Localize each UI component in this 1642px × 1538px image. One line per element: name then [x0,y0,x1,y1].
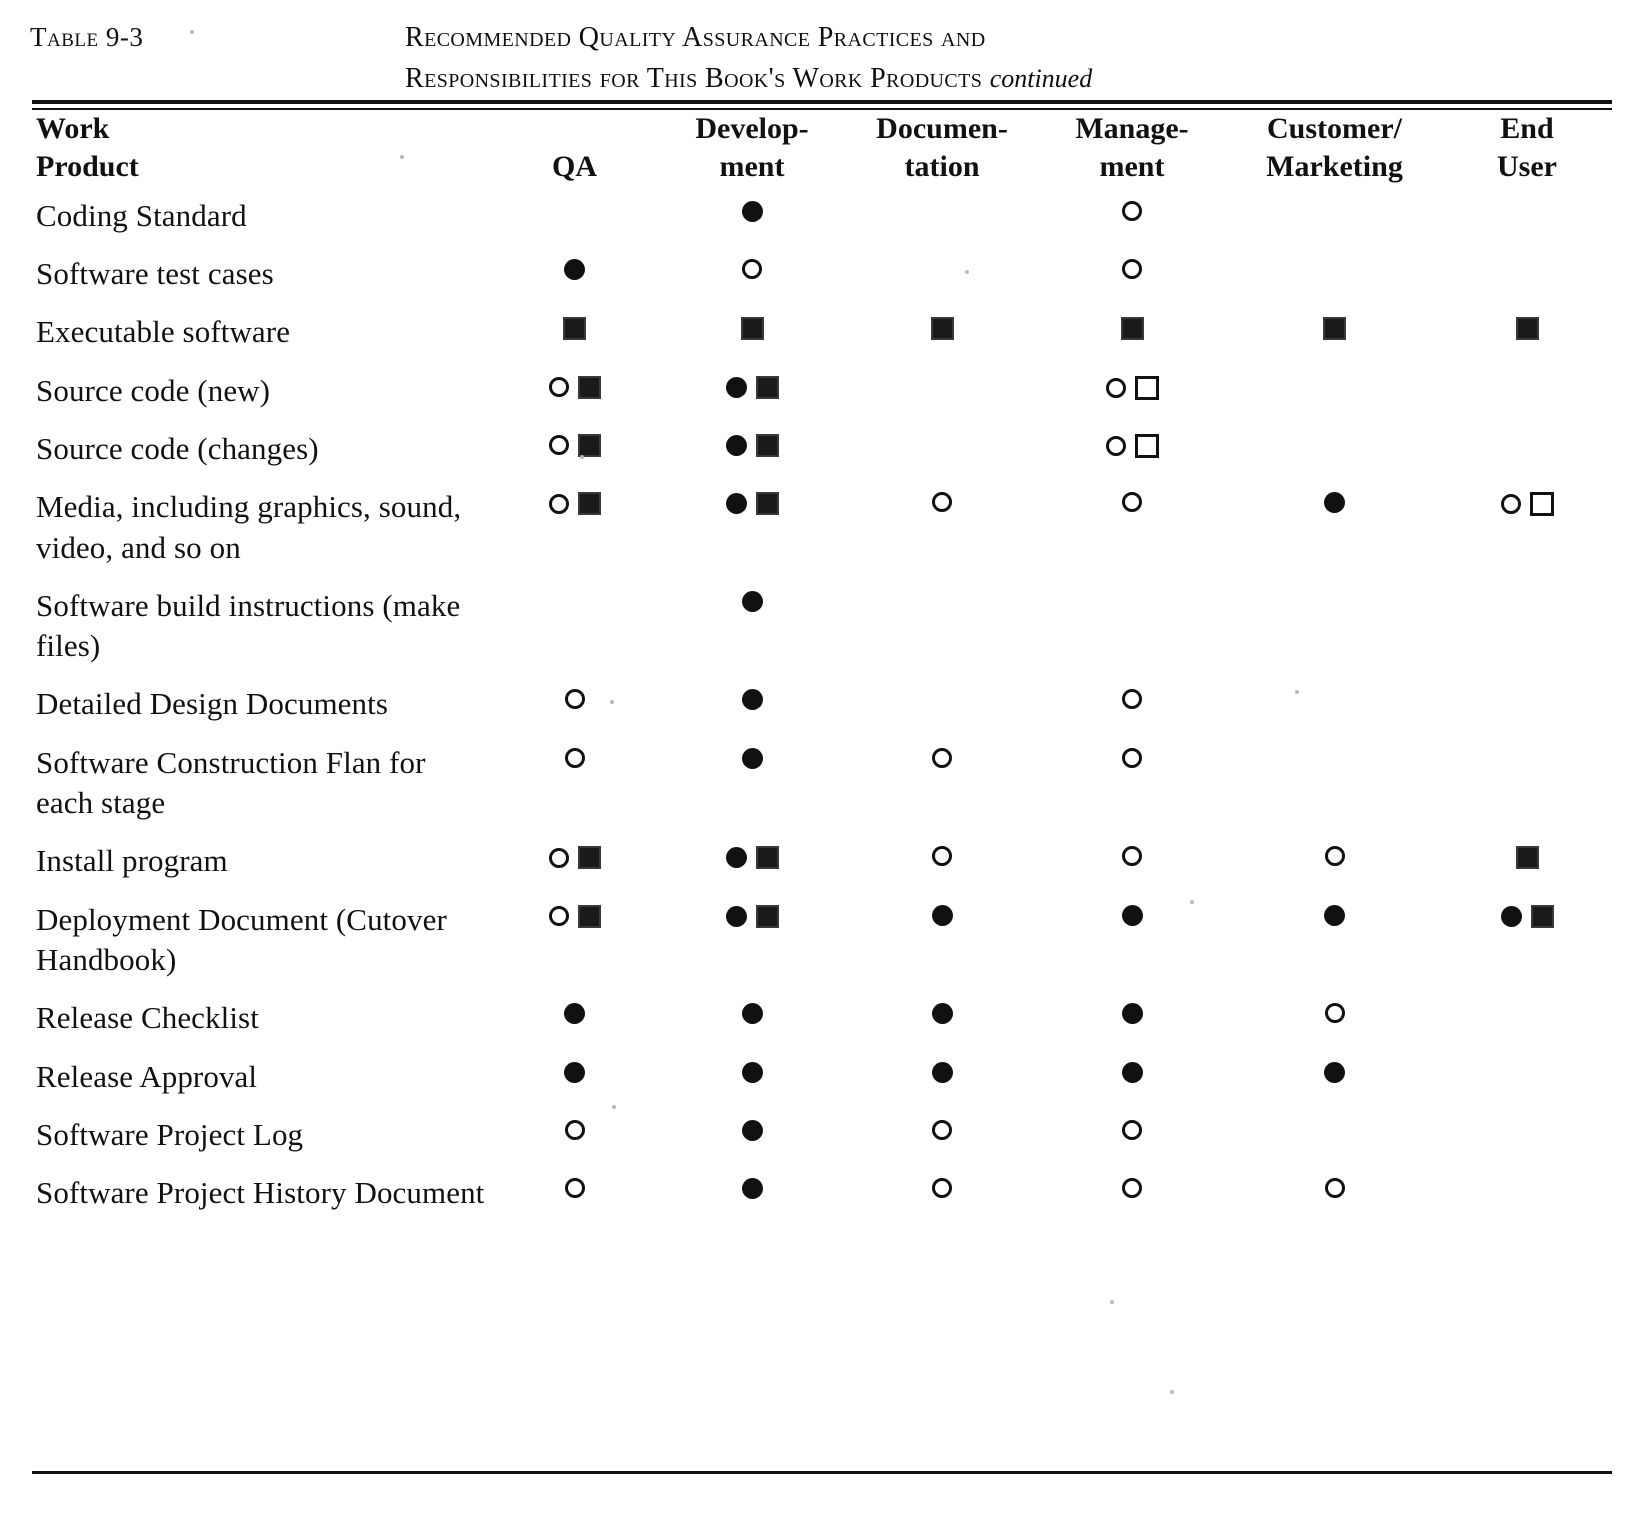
cell-management [1037,675,1227,733]
cell-end-user [1442,362,1612,420]
dot-filled-icon [932,1062,953,1083]
row-label: Deployment Document (Cutover Handbook) [36,901,447,977]
column-header-management-line1: Manage- [1075,112,1189,145]
sq-filled-icon [578,492,601,515]
cell-documentation [847,734,1037,833]
dot-filled-icon [1324,492,1345,513]
cell-management [1037,420,1227,478]
cell-customer-marketing [1227,1106,1442,1164]
cell-customer-marketing [1227,187,1442,245]
column-header-end-user-line2: User [1497,150,1557,184]
sq-filled-icon [578,434,601,457]
dot-filled-icon [1324,1062,1345,1083]
column-header-development-line1: Develop- [695,112,809,145]
cell-end-user [1442,1048,1612,1106]
dot-filled-icon [1122,1003,1143,1024]
table-top-double-rule [32,100,1612,110]
dot-open-icon [1325,846,1345,866]
cell-end-user [1442,245,1612,303]
table-title [405,18,1535,99]
sq-open-icon [1135,434,1159,458]
dot-open-icon [1122,748,1142,768]
cell-development [657,187,847,245]
sq-filled-icon [756,492,779,515]
table-title-continued: continued [989,63,1093,93]
dot-filled-icon [726,377,747,398]
cell-qa [492,1164,657,1222]
cell-customer-marketing [1227,245,1442,303]
cell-customer-marketing [1227,989,1442,1047]
dot-filled-icon [742,201,763,222]
column-header-development [657,110,847,187]
cell-development [657,577,847,676]
dot-filled-icon [742,1062,763,1083]
cell-management [1037,362,1227,420]
cell-development [657,362,847,420]
table-row [32,1164,1612,1222]
cell-end-user [1442,1164,1612,1222]
table-title-block [0,0,1642,96]
row-label: Release Checklist [36,1000,259,1036]
cell-management [1037,989,1227,1047]
cell-management [1037,1048,1227,1106]
dot-open-icon [1106,378,1126,398]
dot-filled-icon [564,1003,585,1024]
dot-filled-icon [742,1120,763,1141]
column-header-management [1037,110,1227,187]
cell-customer-marketing [1227,832,1442,890]
sq-open-icon [1530,492,1554,516]
cell-customer-marketing [1227,1048,1442,1106]
cell-documentation [847,478,1037,577]
dot-open-icon [1325,1003,1345,1023]
dot-open-icon [1106,436,1126,456]
column-header-end-user [1442,110,1612,187]
table-title-line-1: Recommended Quality Assurance Practices and [405,22,986,53]
cell-documentation [847,832,1037,890]
column-header-management-line2: ment [1099,150,1165,184]
column-header-work-product [32,110,492,187]
cell-qa [492,187,657,245]
row-label: Source code (changes) [36,430,319,466]
table-number-label: Table 9-3 [30,22,144,52]
cell-development [657,1164,847,1222]
cell-development [657,1106,847,1164]
cell-end-user [1442,420,1612,478]
row-label: Software test cases [36,256,274,292]
dot-open-icon [1122,846,1142,866]
column-header-qa-line2: QA [552,150,597,184]
cell-management [1037,1106,1227,1164]
cell-customer-marketing [1227,478,1442,577]
cell-customer-marketing [1227,577,1442,676]
cell-management [1037,577,1227,676]
table-row [32,1048,1612,1106]
cell-documentation [847,420,1037,478]
cell-customer-marketing [1227,362,1442,420]
cell-qa [492,734,657,833]
cell-end-user [1442,577,1612,676]
cell-development [657,1048,847,1106]
cell-development [657,891,847,990]
sq-filled-icon [578,905,601,928]
cell-documentation [847,891,1037,990]
cell-customer-marketing [1227,675,1442,733]
table-row [32,478,1612,577]
dot-filled-icon [742,591,763,612]
cell-management [1037,245,1227,303]
table-row [32,420,1612,478]
row-label: Coding Standard [36,197,247,233]
sq-filled-icon [756,376,779,399]
sq-filled-icon [578,376,601,399]
column-header-customer-marketing-line1: Customer/ [1267,112,1402,145]
sq-open-icon [1135,376,1159,400]
table-row [32,891,1612,990]
dot-filled-icon [1122,1062,1143,1083]
cell-qa [492,420,657,478]
dot-open-icon [549,377,569,397]
cell-qa [492,891,657,990]
cell-documentation [847,303,1037,361]
table-bottom-rule [32,1471,1612,1474]
column-header-customer-marketing [1227,110,1442,187]
row-label: Executable software [36,314,291,350]
cell-documentation [847,577,1037,676]
cell-qa [492,989,657,1047]
cell-customer-marketing [1227,891,1442,990]
dot-filled-icon [742,748,763,769]
dot-open-icon [1122,259,1142,279]
cell-development [657,478,847,577]
table-title-line-2-text: Responsibilities for This Book's Work Products [405,62,983,94]
column-header-documentation [847,110,1037,187]
column-header-documentation-line1: Documen- [876,112,1008,145]
sq-filled-icon [741,317,764,340]
sq-filled-icon [563,317,586,340]
sq-filled-icon [1516,317,1539,340]
dot-filled-icon [564,1062,585,1083]
table-row [32,989,1612,1047]
cell-end-user [1442,1106,1612,1164]
row-label: Software Project History Document [36,1175,485,1211]
cell-documentation [847,1048,1037,1106]
table-row [32,362,1612,420]
cell-management [1037,187,1227,245]
dot-open-icon [1325,1178,1345,1198]
cell-qa [492,303,657,361]
column-header-development-line2: ment [719,150,785,184]
sq-filled-icon [756,846,779,869]
dot-filled-icon [742,1003,763,1024]
row-label: Software Project Log [36,1116,304,1152]
cell-management [1037,1164,1227,1222]
sq-filled-icon [1323,317,1346,340]
cell-end-user [1442,832,1612,890]
cell-documentation [847,989,1037,1047]
cell-qa [492,245,657,303]
table-row [32,832,1612,890]
cell-qa [492,478,657,577]
sq-filled-icon [756,905,779,928]
row-label: Source code (new) [36,372,271,408]
table-title-line-2 [405,59,1535,100]
dot-filled-icon [1122,905,1143,926]
row-label: Media, including graphics, sound, video, and so on [36,489,462,565]
cell-end-user [1442,891,1612,990]
dot-filled-icon [726,435,747,456]
dot-filled-icon [726,906,747,927]
table-header-row [32,110,1612,187]
cell-development [657,734,847,833]
dot-open-icon [565,1178,585,1198]
row-label: Install program [36,843,228,879]
column-header-customer-marketing-line2: Marketing [1266,150,1403,184]
dot-open-icon [549,906,569,926]
dot-filled-icon [726,847,747,868]
cell-development [657,420,847,478]
cell-end-user [1442,478,1612,577]
cell-customer-marketing [1227,420,1442,478]
dot-open-icon [1122,492,1142,512]
cell-development [657,245,847,303]
cell-management [1037,303,1227,361]
dot-filled-icon [932,1003,953,1024]
cell-qa [492,577,657,676]
dot-filled-icon [726,493,747,514]
dot-open-icon [1501,494,1521,514]
dot-open-icon [1122,1178,1142,1198]
cell-documentation [847,1106,1037,1164]
cell-development [657,989,847,1047]
table-row [32,303,1612,361]
cell-end-user [1442,989,1612,1047]
cell-management [1037,478,1227,577]
column-header-work-product-line1: Work [36,112,110,145]
cell-documentation [847,362,1037,420]
cell-management [1037,832,1227,890]
cell-end-user [1442,675,1612,733]
table-body [32,187,1612,1223]
dot-open-icon [1122,201,1142,221]
cell-development [657,675,847,733]
dot-open-icon [932,492,952,512]
cell-qa [492,675,657,733]
cell-end-user [1442,187,1612,245]
dot-open-icon [549,848,569,868]
cell-documentation [847,245,1037,303]
dot-open-icon [565,748,585,768]
table-row [32,1106,1612,1164]
cell-qa [492,1048,657,1106]
dot-filled-icon [932,905,953,926]
cell-documentation [847,1164,1037,1222]
dot-open-icon [1122,689,1142,709]
sq-filled-icon [756,434,779,457]
dot-open-icon [565,689,585,709]
table-row [32,245,1612,303]
cell-development [657,832,847,890]
dot-open-icon [932,748,952,768]
row-label: Detailed Design Documents [36,686,389,722]
cell-documentation [847,675,1037,733]
dot-open-icon [932,1178,952,1198]
cell-management [1037,734,1227,833]
row-label: Release Approval [36,1058,258,1094]
dot-filled-icon [742,689,763,710]
cell-customer-marketing [1227,734,1442,833]
cell-qa [492,832,657,890]
dot-open-icon [932,846,952,866]
sq-filled-icon [578,846,601,869]
column-header-work-product-line2: Product [36,150,139,184]
sq-filled-icon [1531,905,1554,928]
cell-documentation [847,187,1037,245]
dot-open-icon [565,1120,585,1140]
cell-qa [492,362,657,420]
dot-open-icon [549,494,569,514]
dot-open-icon [932,1120,952,1140]
dot-filled-icon [1501,906,1522,927]
dot-open-icon [1122,1120,1142,1140]
dot-filled-icon [1324,905,1345,926]
dot-filled-icon [742,1178,763,1199]
dot-filled-icon [564,259,585,280]
dot-open-icon [742,259,762,279]
row-label: Software Construction Flan for each stage [36,744,426,821]
table-row [32,734,1612,833]
cell-development [657,303,847,361]
dot-open-icon [549,435,569,455]
table-row [32,577,1612,676]
table-header [32,110,1612,187]
column-header-qa [492,110,657,187]
row-label: Software build instructions (make files) [36,587,461,664]
qa-practices-table [32,110,1612,1222]
cell-customer-marketing [1227,1164,1442,1222]
sq-filled-icon [1516,846,1539,869]
column-header-end-user-line1: End [1500,112,1554,145]
cell-qa [492,1106,657,1164]
table-row [32,675,1612,733]
cell-end-user [1442,734,1612,833]
table-row [32,187,1612,245]
cell-end-user [1442,303,1612,361]
column-header-documentation-line2: tation [904,150,980,184]
sq-filled-icon [1121,317,1144,340]
cell-management [1037,891,1227,990]
sq-filled-icon [931,317,954,340]
cell-customer-marketing [1227,303,1442,361]
